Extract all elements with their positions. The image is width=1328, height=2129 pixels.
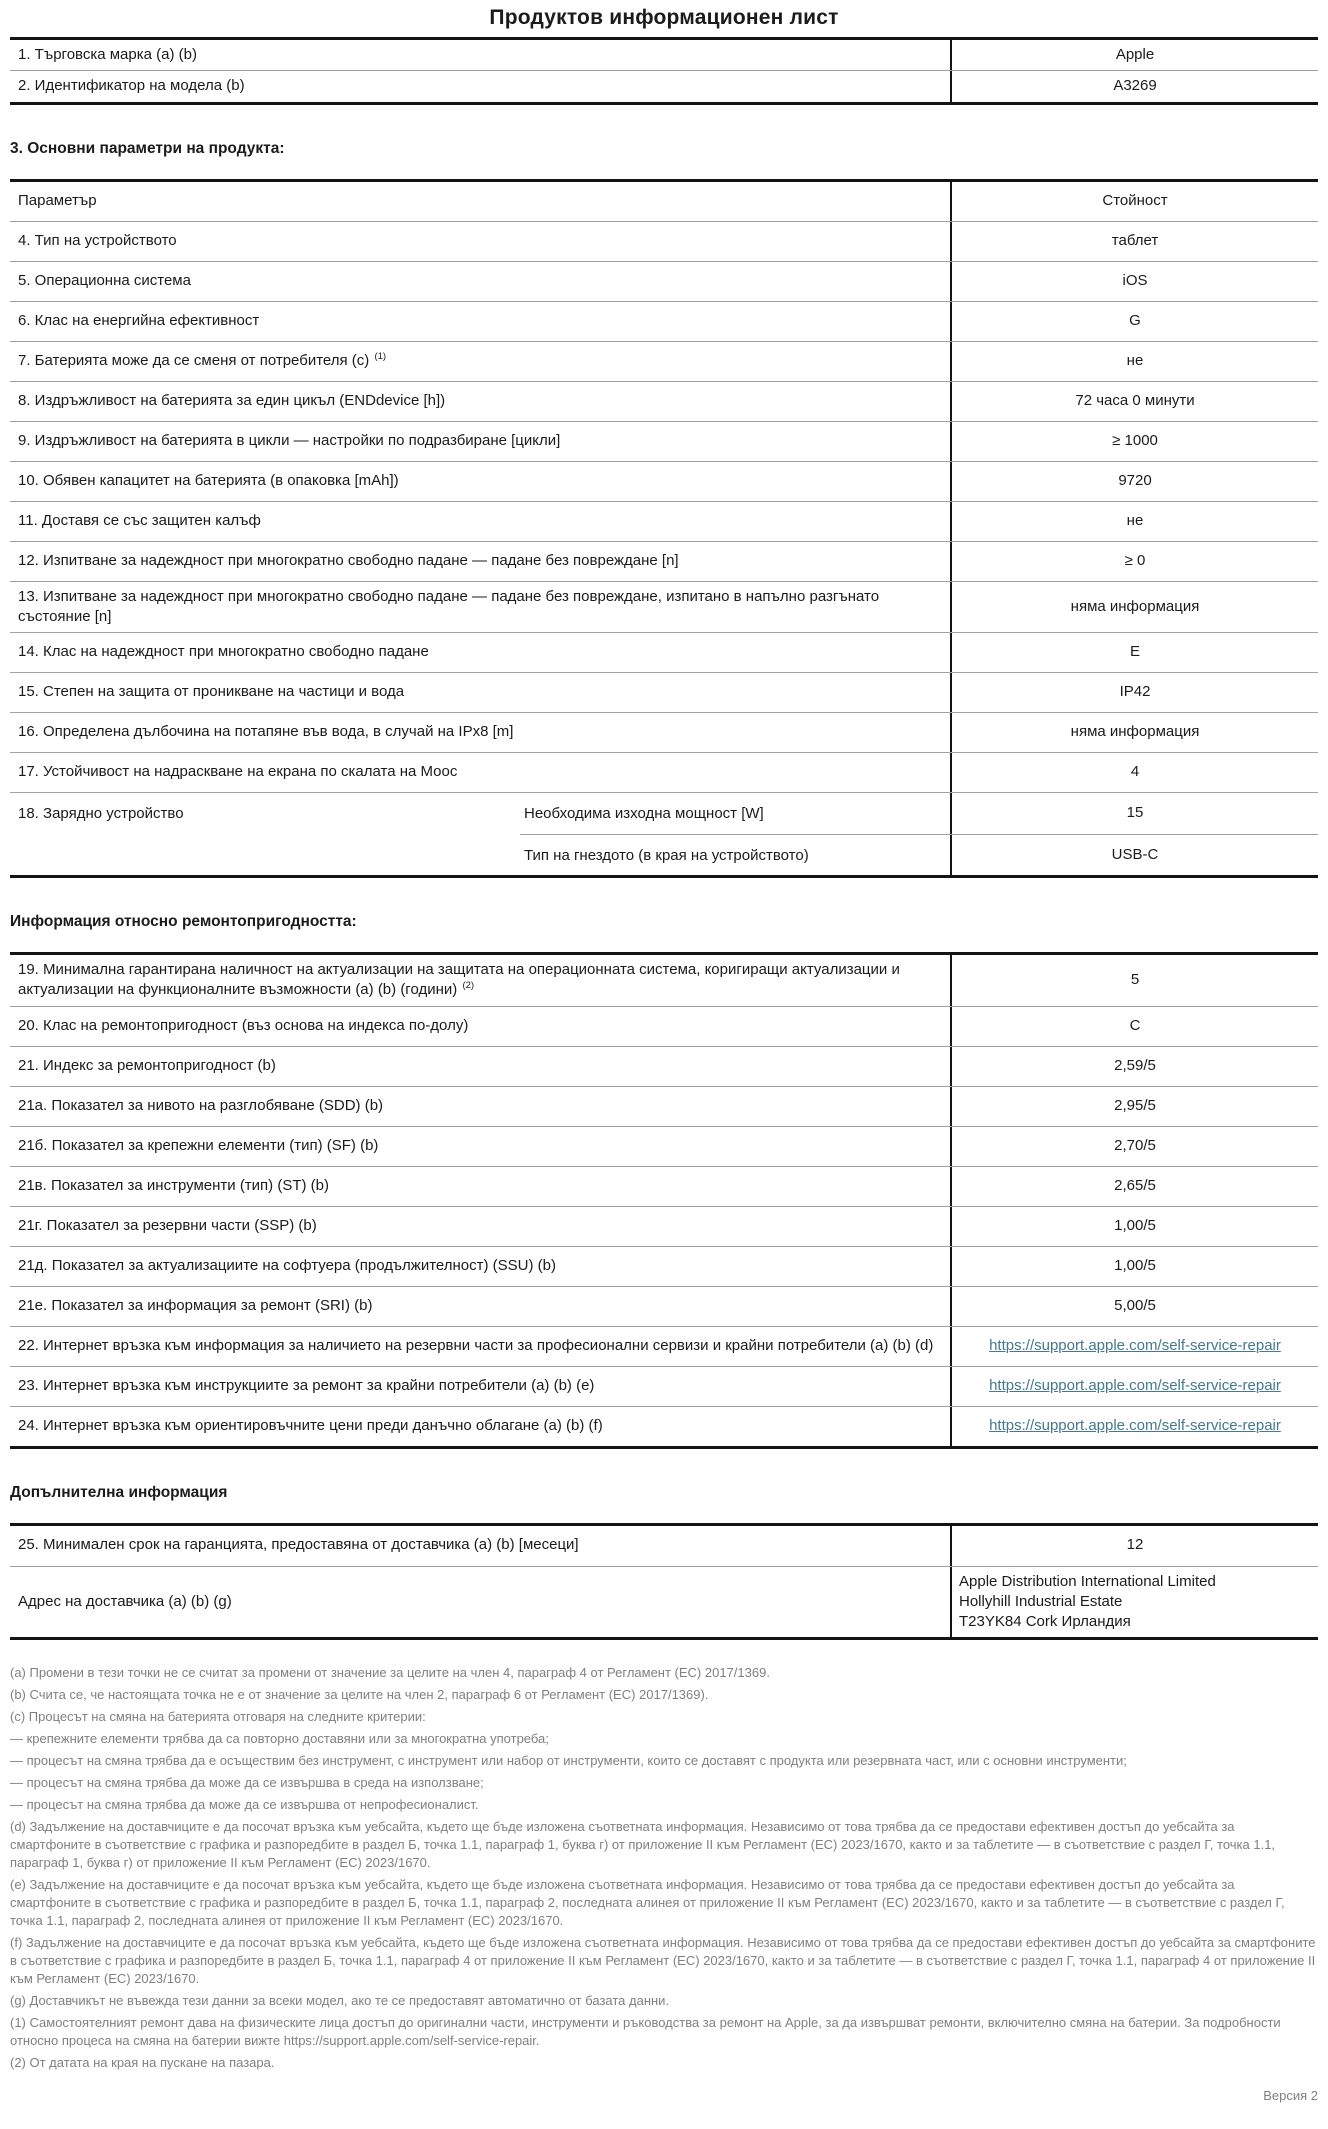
value-text: ≥ 1000 bbox=[1112, 431, 1158, 449]
row-value bbox=[950, 342, 1318, 381]
footnote: (b) Счита се, че настоящата точка не е от значение за целите на член 2, параграф 6 от Регламент (ЕС) 2017/1369). bbox=[10, 1687, 709, 1703]
table-row bbox=[10, 341, 1318, 381]
value-text: 1,00/5 bbox=[1114, 1256, 1156, 1274]
row-label: Тип на гнездото (в края на устройството) bbox=[524, 846, 809, 864]
column-header-parameter: Параметър bbox=[18, 191, 97, 209]
address-line: T23YK84 Cork Ирландия bbox=[959, 1613, 1131, 1630]
row-value bbox=[950, 1047, 1318, 1086]
row-value bbox=[950, 1087, 1318, 1126]
row-label: 15. Степен на защита от проникване на частици и вода bbox=[18, 683, 405, 701]
value-text: ≥ 0 bbox=[1124, 551, 1146, 569]
row-value bbox=[950, 753, 1318, 792]
row-value bbox=[950, 382, 1318, 421]
row-value: 15 bbox=[950, 793, 1318, 834]
row-value bbox=[950, 1526, 1318, 1566]
table-row bbox=[10, 221, 1318, 261]
row-label: 21в. Показател за инструменти (тип) (ST) (b) bbox=[18, 1176, 330, 1194]
row-value: USB-C bbox=[950, 835, 1318, 875]
value-text: G bbox=[1129, 311, 1141, 329]
page-title: Продуктов информационен лист bbox=[489, 6, 839, 29]
row-label: 24. Интернет връзка към ориентировъчните цени преди данъчно облагане (a) (b) (f) bbox=[18, 1416, 603, 1434]
value-text: 72 часа 0 минути bbox=[1075, 391, 1195, 409]
row-value bbox=[950, 633, 1318, 672]
value-text: Apple bbox=[1115, 46, 1155, 63]
table-row-supplier-address bbox=[10, 1566, 1318, 1638]
row-value bbox=[950, 71, 1318, 101]
row-label: 10. Обявен капацитет на батерията (в опаковка [mAh]) bbox=[18, 471, 399, 489]
table-row bbox=[10, 1126, 1318, 1166]
table-row bbox=[10, 1006, 1318, 1046]
row-label: Необходима изходна мощност [W] bbox=[524, 805, 764, 822]
value-text: няма информация bbox=[1070, 597, 1200, 615]
row-value bbox=[950, 1247, 1318, 1286]
additional-table bbox=[10, 1523, 1318, 1641]
table-row bbox=[10, 1046, 1318, 1086]
footnote: (1) Самостоятелният ремонт дава на физическите лица достъп до оригинални части, инструменти и ръководства за ремонт на Apple, за да извършват ремонти, включително смяна на батерии. За подробности относно процеса на смяна на батерии вижте https://support.apple.com/self-service-repair. bbox=[10, 2015, 1281, 2049]
row-label: 23. Интернет връзка към инструкциите за ремонт за крайни потребители (a) (b) (e) bbox=[18, 1376, 595, 1394]
footnote: (d) Задължение на доставчиците е да посочат връзка към уебсайта, където ще бъде изложена съответната информация. Независимо от това трябва да се предостави ефективен достъп до уебсайта за смартфоните в съответствие с графика и разпоредбите в раздел Б, точка 1.1, параграф 1, буква г) от приложение II към Регламент (ЕС) 2023/1670, както и за таблетите — в съответствие с раздел Г, точка 1.1, параграф 1, буква г) от приложение II към Регламент (ЕС) 2023/1670. bbox=[10, 1819, 1276, 1871]
table-row bbox=[10, 632, 1318, 672]
table-row bbox=[10, 1366, 1318, 1406]
row-value bbox=[950, 502, 1318, 541]
value-text: A3269 bbox=[1113, 77, 1157, 95]
value-text: IP42 bbox=[1119, 683, 1151, 701]
identification-table bbox=[10, 37, 1318, 105]
row-value bbox=[950, 262, 1318, 301]
table-row bbox=[10, 261, 1318, 301]
row-value bbox=[950, 955, 1318, 1006]
table-row bbox=[10, 40, 1318, 70]
charger-subtable bbox=[520, 793, 1318, 875]
row-label: 6. Клас на енергийна ефективност bbox=[18, 311, 260, 329]
row-label: 8. Издръжливост на батерията за един цикъл (ENDdevice [h]) bbox=[18, 391, 446, 409]
row-label: 17. Устойчивост на надраскване на екрана по скалата на Моос bbox=[18, 763, 458, 781]
row-value bbox=[950, 222, 1318, 261]
footnote: (e) Задължение на доставчиците е да посочат връзка към уебсайта, където ще бъде изложена съответната информация. Независимо от това трябва да се предостави ефективен достъп до уебсайта за смартфоните в съответствие с графика и разпоредбите в раздел Б, точка 1.1, параграф 2, последната алинея от приложение II към Регламент (ЕС) 2023/1670, както и за таблетите — в съответствие с раздел Г, точка 1.1, параграф 2, последната алинея от приложение II към Регламент (ЕС) 2023/1670. bbox=[10, 1877, 1285, 1929]
footnote: — процесът на смяна трябва да е осъществим без инструмент, с инструмент или набор от инструменти, които се доставят с продукта или резервната част, или с основни инструменти; bbox=[10, 1753, 1127, 1769]
value-text: не bbox=[1126, 511, 1144, 529]
row-value bbox=[950, 302, 1318, 341]
section-heading-repairability: Информация относно ремонтопригодността: bbox=[10, 913, 357, 930]
section-heading-main-parameters: 3. Основни параметри на продукта: bbox=[10, 139, 285, 157]
section-heading-additional: Допълнителна информация bbox=[10, 1483, 228, 1501]
row-label: 14. Клас на надеждност при многократно свободно падане bbox=[18, 643, 429, 661]
row-value bbox=[950, 462, 1318, 501]
footnotes-block bbox=[10, 1664, 1318, 2072]
table-row bbox=[10, 461, 1318, 501]
row-value bbox=[950, 1567, 1318, 1638]
table-row bbox=[10, 1406, 1318, 1446]
row-label: 16. Определена дълбочина на потапяне във вода, в случай на IPx8 [m] bbox=[18, 723, 514, 741]
row-label: 21е. Показател за информация за ремонт (SRI) (b) bbox=[18, 1296, 373, 1314]
row-value bbox=[950, 1167, 1318, 1206]
row-value bbox=[950, 1207, 1318, 1246]
table-row bbox=[10, 541, 1318, 581]
value-text: 5,00/5 bbox=[1114, 1296, 1156, 1314]
table-row bbox=[10, 301, 1318, 341]
footnote: — процесът на смяна трябва да може да се извършва от непрофесионалист. bbox=[10, 1797, 479, 1813]
row-label: 21а. Показател за нивото на разглобяване (SDD) (b) bbox=[18, 1096, 384, 1114]
table-row bbox=[10, 1166, 1318, 1206]
row-label: 21г. Показател за резервни части (SSP) (b) bbox=[18, 1216, 317, 1234]
value-text: 2,70/5 bbox=[1114, 1136, 1156, 1154]
table-row bbox=[10, 421, 1318, 461]
row-value bbox=[950, 1367, 1318, 1406]
value-text: не bbox=[1126, 351, 1144, 369]
row-label: 2. Идентификатор на модела (b) bbox=[18, 77, 245, 95]
footnote: (g) Доставчикът не въвежда тези данни за всеки модел, ако те се предоставят автоматично от базата данни. bbox=[10, 1993, 670, 2009]
footnote: (c) Процесът на смяна на батерията отговаря на следните критерии: bbox=[10, 1709, 426, 1725]
value-text: E bbox=[1129, 643, 1140, 661]
row-value bbox=[950, 673, 1318, 712]
address-line: Apple Distribution International Limited bbox=[959, 1572, 1216, 1590]
value-text: 2,59/5 bbox=[1114, 1056, 1156, 1074]
value-text: таблет bbox=[1111, 231, 1159, 249]
row-label: Адрес на доставчика (a) (b) (g) bbox=[18, 1592, 232, 1610]
footnote: — крепежните елементи трябва да са повторно доставяни или за многократна употреба; bbox=[10, 1731, 549, 1747]
footnote: (a) Промени в тези точки не се считат за промени от значение за целите на член 4, параграф 4 от Регламент (ЕС) 2017/1369. bbox=[10, 1665, 770, 1681]
table-row bbox=[10, 501, 1318, 541]
footnote: (2) От датата на края на пускане на пазара. bbox=[10, 2055, 275, 2071]
value-text: iOS bbox=[1122, 271, 1148, 289]
row-label: 7. Батерията може да се сменя от потребителя (c) $^{(1)}$ bbox=[18, 350, 387, 369]
footnote-superscript: (2) bbox=[462, 980, 475, 992]
column-header-value: Стойност bbox=[950, 182, 1318, 221]
value-text: 4 bbox=[1130, 763, 1140, 781]
charger-sub-row bbox=[520, 834, 1318, 875]
table-row bbox=[10, 1086, 1318, 1126]
table-row bbox=[10, 712, 1318, 752]
row-label: 20. Клас на ремонтопригодност (въз основа на индекса по-долу) bbox=[18, 1016, 469, 1034]
row-label: 5. Операционна система bbox=[18, 271, 191, 289]
row-value bbox=[950, 1007, 1318, 1046]
row-value bbox=[950, 1407, 1318, 1446]
row-label: 12. Изпитване за надеждност при многократно свободно падане — падане без повреждане [n] bbox=[18, 551, 679, 569]
support-link[interactable]: https://support.apple.com/self-service-repair bbox=[989, 1416, 1281, 1434]
table-row bbox=[10, 955, 1318, 1006]
table-row bbox=[10, 381, 1318, 421]
row-label: 19. Минимална гарантирана наличност на актуализации на защитата на операционната система, коригиращи актуализации и актуализации на функционалните възможности (a) (b) (години) $^{(2)}$ bbox=[18, 961, 900, 999]
version-label: Версия 2 bbox=[1263, 2088, 1318, 2104]
main-parameters-table bbox=[10, 179, 1318, 879]
support-link[interactable]: https://support.apple.com/self-service-repair bbox=[989, 1336, 1281, 1354]
row-label: 18. Зарядно устройство bbox=[18, 805, 184, 822]
table-row bbox=[10, 1326, 1318, 1366]
row-label: 13. Изпитване за надеждност при многократно свободно падане — падане без повреждане, изпитано в напълно разгънато състояние [n] bbox=[18, 587, 880, 625]
table-row bbox=[10, 1246, 1318, 1286]
row-label: 21б. Показател за крепежни елементи (тип) (SF) (b) bbox=[18, 1136, 379, 1154]
row-label: 25. Минимален срок на гаранцията, предоставяна от доставчика (a) (b) [месеци] bbox=[18, 1536, 579, 1554]
table-row-charger bbox=[10, 792, 1318, 875]
table-row bbox=[10, 1286, 1318, 1326]
repairability-table bbox=[10, 952, 1318, 1449]
row-label: 9. Издръжливост на батерията в цикли — настройки по подразбиране [цикли] bbox=[18, 431, 561, 449]
row-value bbox=[950, 422, 1318, 461]
charger-sub-row bbox=[520, 793, 1318, 834]
row-value bbox=[950, 582, 1318, 633]
table-row bbox=[10, 581, 1318, 633]
row-label: 22. Интернет връзка към информация за наличието на резервни части за професионални сервизи и крайни потребители (a) (b) (d) bbox=[18, 1336, 934, 1354]
value-text: 2,95/5 bbox=[1114, 1096, 1156, 1114]
value-text: 1,00/5 bbox=[1114, 1216, 1156, 1234]
row-label: 11. Доставя се със защитен калъф bbox=[18, 511, 261, 529]
table-row bbox=[10, 1526, 1318, 1566]
value-text: няма информация bbox=[1070, 723, 1200, 741]
value-text: 12 bbox=[1126, 1536, 1144, 1554]
table-row bbox=[10, 70, 1318, 101]
table-row bbox=[10, 1206, 1318, 1246]
row-value bbox=[950, 1287, 1318, 1326]
row-value bbox=[950, 542, 1318, 581]
footnote-superscript: (1) bbox=[374, 350, 387, 362]
row-label: 4. Тип на устройството bbox=[18, 231, 177, 249]
value-text: C bbox=[1129, 1016, 1141, 1034]
value-text: 9720 bbox=[1118, 471, 1152, 489]
row-label: 21. Индекс за ремонтопригодност (b) bbox=[18, 1056, 276, 1074]
footnote: — процесът на смяна трябва да може да се извършва в среда на използване; bbox=[10, 1775, 484, 1791]
row-value bbox=[950, 713, 1318, 752]
row-value bbox=[950, 40, 1318, 70]
support-link[interactable]: https://support.apple.com/self-service-repair bbox=[989, 1376, 1281, 1394]
address-line: Hollyhill Industrial Estate bbox=[959, 1592, 1123, 1610]
row-label: 1. Търговска марка (a) (b) bbox=[18, 46, 197, 63]
table-header-row bbox=[10, 182, 1318, 221]
value-text: 5 bbox=[1130, 971, 1140, 989]
table-row bbox=[10, 752, 1318, 792]
table-row bbox=[10, 672, 1318, 712]
row-value bbox=[950, 1127, 1318, 1166]
footnote: (f) Задължение на доставчиците е да посочат връзка към уебсайта, където ще бъде изложена съответната информация. Независимо от това трябва да се предостави ефективен достъп до уебсайта за смартфоните в съответствие с графика и разпоредбите в раздел Б, точка 1.1, параграф 4 от приложение II към Регламент (ЕС) 2023/1670, както и за таблетите — в съответствие с раздел Г, точка 1.1, параграф 4 от приложение II към Регламент (ЕС) 2023/1670. bbox=[10, 1935, 1316, 1987]
row-value bbox=[950, 1327, 1318, 1366]
row-label: 21д. Показател за актуализациите на софтуера (продължителност) (SSU) (b) bbox=[18, 1256, 557, 1274]
value-text: 2,65/5 bbox=[1114, 1176, 1156, 1194]
